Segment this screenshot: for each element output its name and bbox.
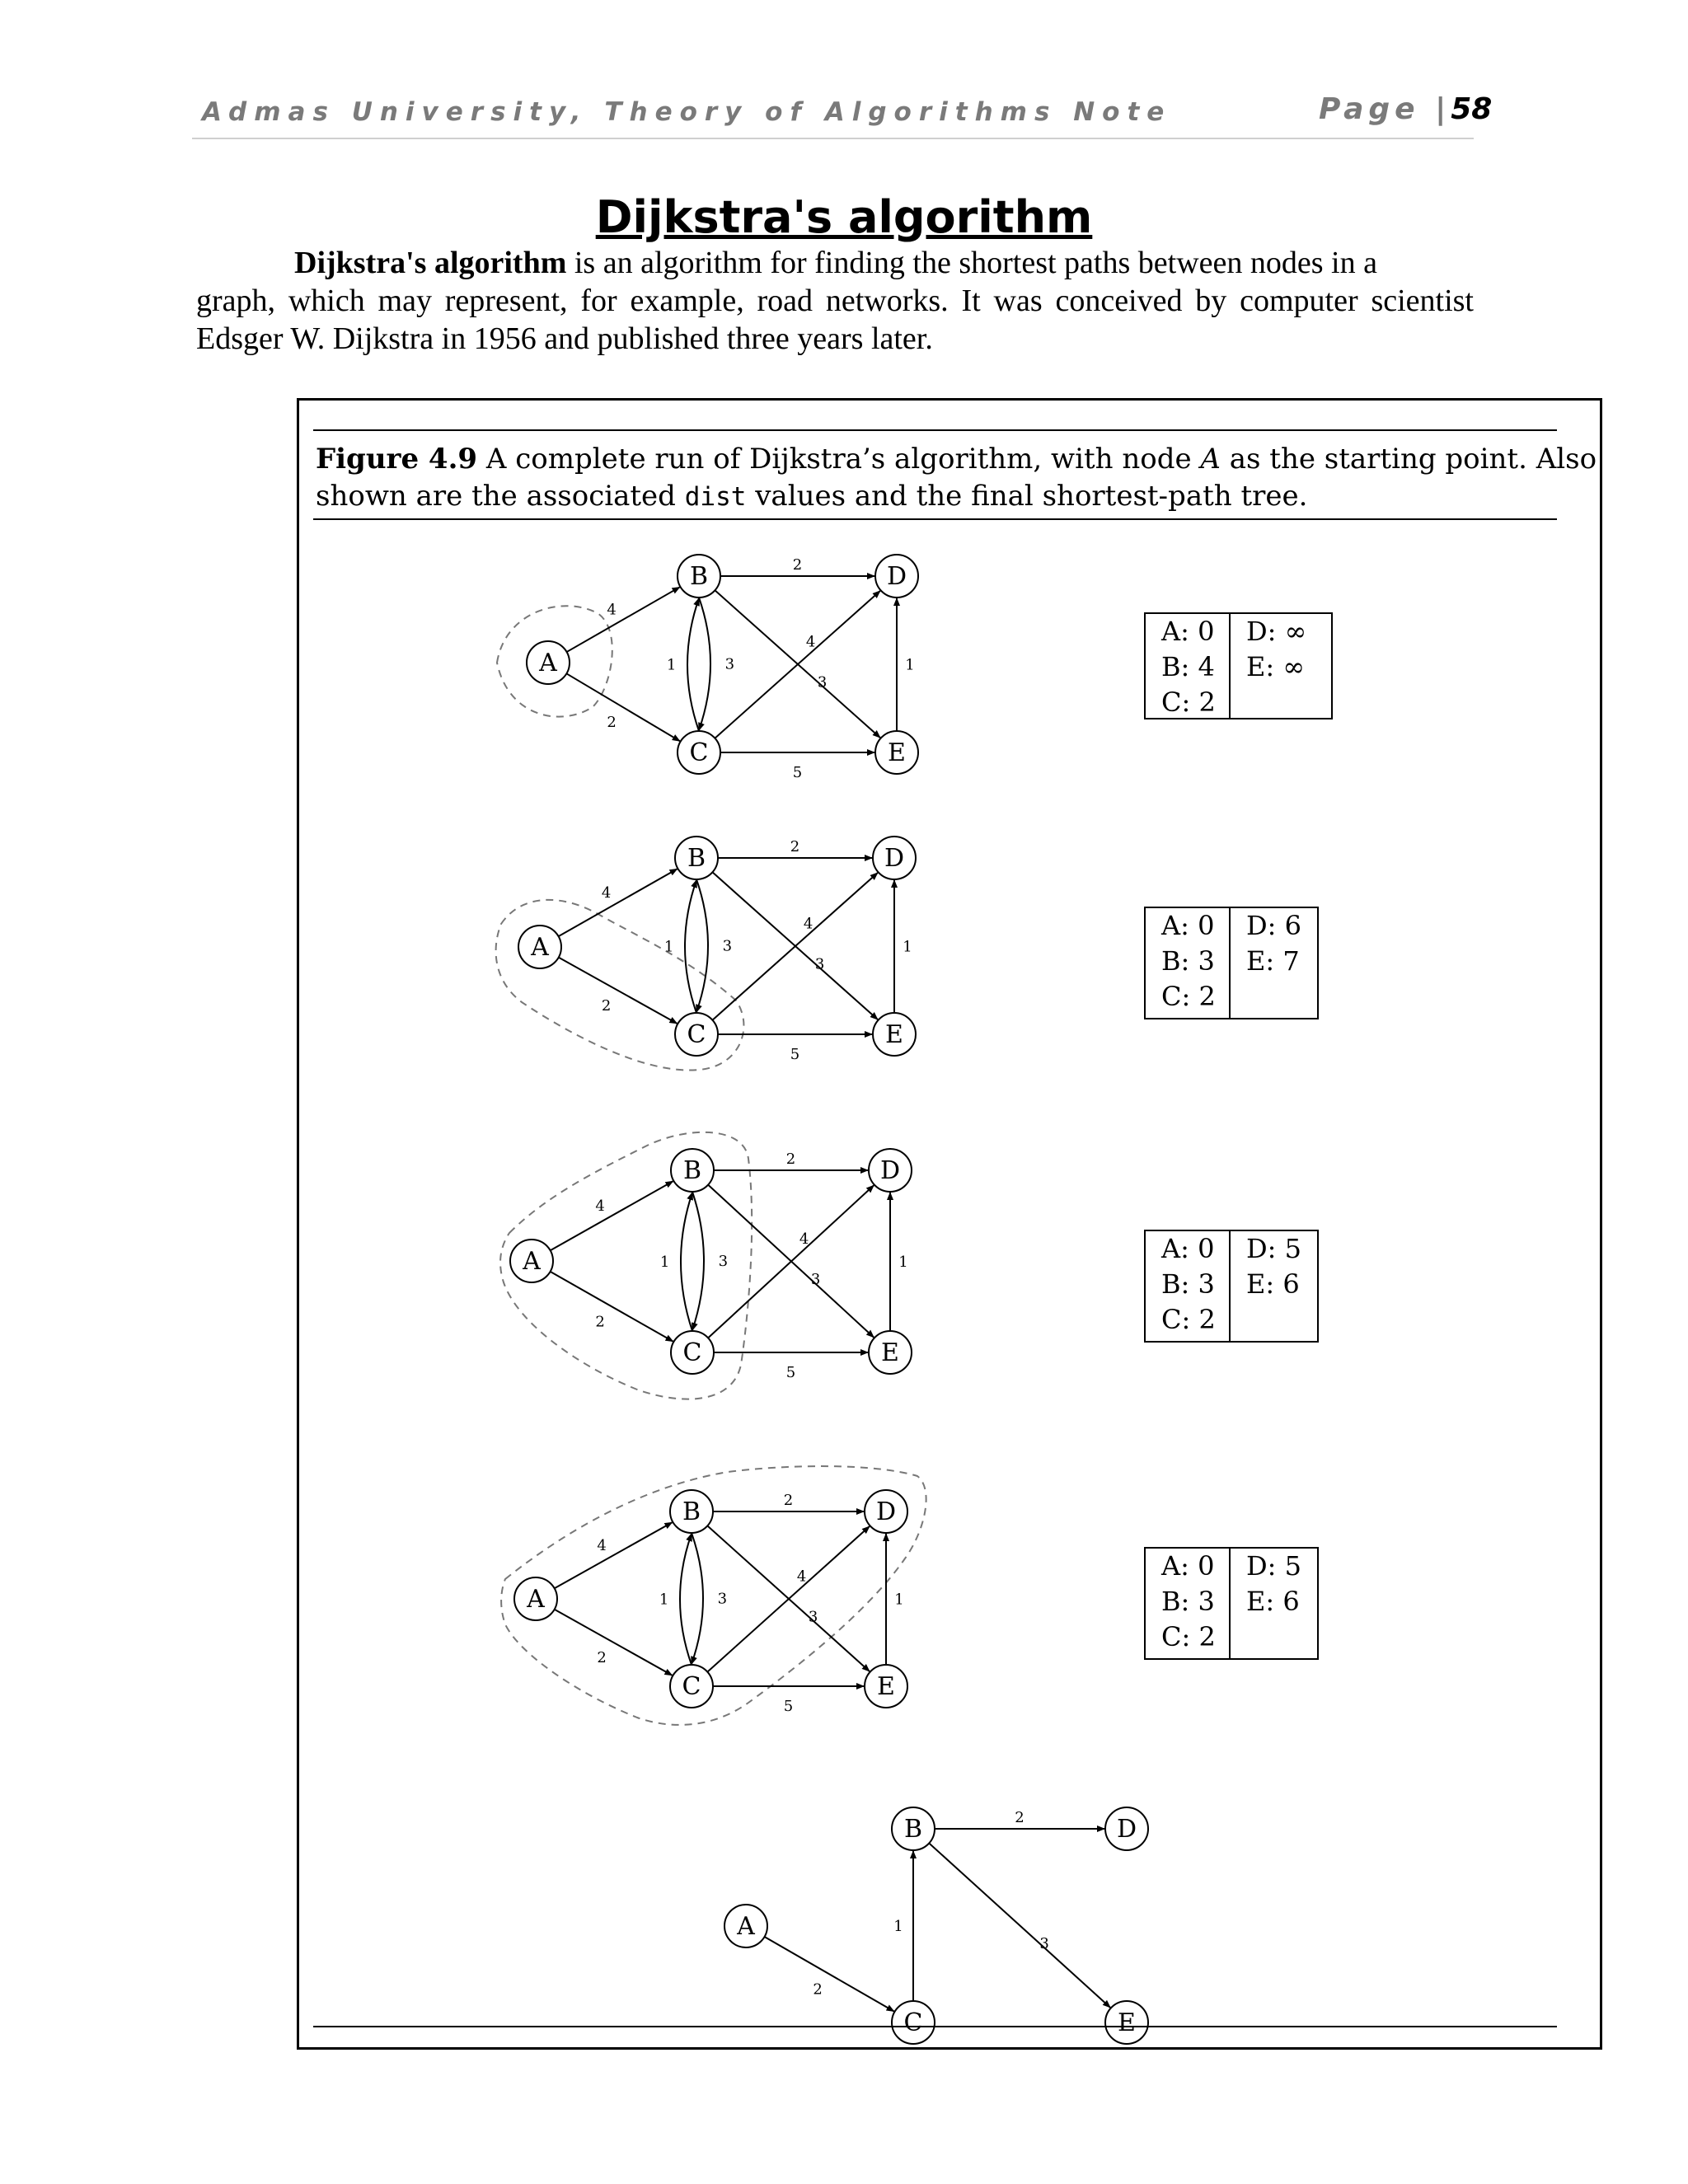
page-number: 58 xyxy=(1451,92,1493,126)
node-label-e: E xyxy=(881,1338,899,1367)
edge-weight-C-E: 5 xyxy=(792,764,803,781)
edge-weight-B-E: 3 xyxy=(810,1271,821,1289)
edge-A-C xyxy=(551,1272,673,1342)
dist-a: A: 0 xyxy=(1161,1550,1215,1582)
node-label-c: C xyxy=(682,1672,701,1701)
edge-weight-C-D: 4 xyxy=(805,633,816,651)
edge-weight-C-E: 5 xyxy=(790,1046,800,1063)
edge-B-C xyxy=(699,598,710,730)
intro-paragraph xyxy=(196,244,1474,358)
node-label-a: A xyxy=(527,1585,545,1614)
graph-step-3 xyxy=(510,1149,912,1381)
edge-weight-A-C: 2 xyxy=(813,1980,823,1999)
header-rule xyxy=(192,138,1474,139)
node-label-c: C xyxy=(689,738,709,767)
dist-c: C: 2 xyxy=(1161,981,1216,1012)
figure-caption-line-2 xyxy=(316,480,1307,513)
edge-weight-A-C: 2 xyxy=(607,714,617,732)
node-label-d: D xyxy=(886,562,907,591)
node-label-d: D xyxy=(1116,1815,1137,1844)
edge-weight-E-D: 1 xyxy=(905,656,915,674)
edge-weight-A-B: 4 xyxy=(597,1537,607,1555)
node-label-d: D xyxy=(884,844,905,873)
edge-weight-B-C: 3 xyxy=(724,655,735,673)
edge-A-C xyxy=(555,1610,673,1675)
node-label-e: E xyxy=(1118,2008,1136,2037)
node-label-c: C xyxy=(682,1338,702,1367)
node-label-a: A xyxy=(523,1247,541,1276)
intro-bold-term: Dijkstra's algorithm xyxy=(294,246,567,280)
edge-weight-C-B: 1 xyxy=(659,1591,669,1609)
intro-continuation: graph, which may represent, for example, road networks. It was conceived by computer scientist Edsger W. Dijkstra in 1956 and published three years later. xyxy=(196,284,1474,356)
caption-line2-b: values and the final shortest-path tree. xyxy=(746,480,1308,513)
node-label-a: A xyxy=(737,1912,755,1941)
page-label: Page | xyxy=(1319,92,1451,126)
shortest-path-tree xyxy=(724,1807,1148,2044)
node-label-e: E xyxy=(877,1672,895,1701)
graph-step-1 xyxy=(527,555,918,781)
figure-label: Figure 4.9 xyxy=(316,443,478,476)
edge-weight-E-D: 1 xyxy=(894,1591,904,1609)
caption-text-b: as the starting point. Also xyxy=(1220,443,1597,476)
caption-start-node: A xyxy=(1200,443,1221,476)
edge-weight-C-B: 1 xyxy=(893,1918,903,1935)
edge-weight-B-D: 2 xyxy=(1015,1809,1025,1826)
dist-table-step-3 xyxy=(1145,1230,1318,1342)
edge-weight-C-D: 4 xyxy=(796,1568,807,1586)
edge-weight-C-B: 1 xyxy=(663,938,674,956)
edge-weight-C-E: 5 xyxy=(783,1698,794,1715)
dist-table-step-2 xyxy=(1145,907,1318,1019)
node-label-e: E xyxy=(888,738,906,767)
node-label-b: B xyxy=(682,1497,701,1526)
dist-e: E: 6 xyxy=(1246,1586,1300,1617)
edge-B-C xyxy=(696,879,708,1012)
edge-weight-A-C: 2 xyxy=(595,1313,605,1331)
edge-weight-B-E: 3 xyxy=(1039,1935,1049,1953)
node-label-b: B xyxy=(689,562,709,591)
edge-weight-E-D: 1 xyxy=(898,1254,908,1271)
edge-C-B xyxy=(687,598,699,731)
page-title: Dijkstra's algorithm xyxy=(595,191,1093,243)
edge-weight-A-B: 4 xyxy=(601,884,612,902)
edge-weight-B-C: 3 xyxy=(718,1253,729,1270)
dist-c: C: 2 xyxy=(1161,687,1216,718)
dist-b: B: 3 xyxy=(1161,945,1215,977)
edge-weight-B-D: 2 xyxy=(785,1151,796,1168)
dist-a: A: 0 xyxy=(1161,616,1215,647)
dist-a: A: 0 xyxy=(1161,910,1215,941)
graph-step-4 xyxy=(514,1490,907,1715)
edge-A-C xyxy=(559,958,678,1024)
caption-text-a: A complete run of Dijkstra’s algorithm, with node xyxy=(477,443,1201,476)
node-label-d: D xyxy=(875,1497,897,1526)
dijkstra-figure xyxy=(299,401,1600,2047)
edge-A-C xyxy=(765,1937,894,2012)
edge-weight-B-D: 2 xyxy=(790,838,800,855)
figure-box xyxy=(297,398,1602,2050)
edge-C-B xyxy=(680,1534,692,1665)
edge-A-B xyxy=(551,1181,673,1250)
edge-weight-B-E: 3 xyxy=(817,673,828,691)
node-label-a: A xyxy=(531,933,549,962)
graph-panels xyxy=(496,555,1332,2044)
edge-weight-C-E: 5 xyxy=(785,1364,796,1381)
edge-weight-C-B: 1 xyxy=(659,1254,670,1271)
node-label-e: E xyxy=(885,1020,903,1049)
edge-weight-B-D: 2 xyxy=(783,1492,794,1509)
page-number-label xyxy=(1319,92,1492,126)
edge-weight-B-D: 2 xyxy=(792,556,803,574)
node-label-c: C xyxy=(903,2008,923,2037)
edge-B-C xyxy=(692,1533,703,1664)
node-label-c: C xyxy=(687,1020,706,1049)
edge-weight-C-D: 4 xyxy=(799,1230,809,1248)
caption-line2-a: shown are the associated xyxy=(316,480,685,513)
dist-b: B: 4 xyxy=(1161,651,1215,682)
edge-weight-E-D: 1 xyxy=(903,938,912,956)
dist-b: B: 3 xyxy=(1161,1586,1215,1617)
edge-weight-A-B: 4 xyxy=(607,601,617,619)
edge-weight-A-B: 4 xyxy=(595,1197,605,1216)
node-label-b: B xyxy=(682,1156,702,1185)
dist-e: E: ∞ xyxy=(1246,651,1305,682)
edge-weight-C-D: 4 xyxy=(803,915,814,933)
edge-weight-B-C: 3 xyxy=(717,1590,728,1608)
edge-weight-C-B: 1 xyxy=(666,656,677,674)
dist-d: D: 5 xyxy=(1246,1233,1301,1264)
node-label-b: B xyxy=(687,844,706,873)
dist-c: C: 2 xyxy=(1161,1304,1216,1335)
dist-b: B: 3 xyxy=(1161,1268,1215,1300)
edge-A-B xyxy=(559,869,678,936)
intro-first-line-rest: is an algorithm for finding the shortest paths between nodes in a xyxy=(566,246,1377,280)
node-label-b: B xyxy=(903,1815,923,1844)
running-header: Admas University, Theory of Algorithms Note xyxy=(202,97,1172,127)
dist-d: D: ∞ xyxy=(1246,616,1307,647)
node-label-a: A xyxy=(539,649,557,677)
dist-a: A: 0 xyxy=(1161,1233,1215,1264)
intro-first-line xyxy=(196,244,1474,282)
dist-e: E: 6 xyxy=(1246,1268,1300,1300)
edge-C-B xyxy=(681,1193,692,1331)
graph-step-2 xyxy=(518,837,916,1063)
dist-e: E: 7 xyxy=(1246,945,1300,977)
edge-A-C xyxy=(566,673,679,741)
dist-d: D: 5 xyxy=(1246,1550,1301,1582)
edge-B-C xyxy=(692,1192,704,1330)
edge-A-B xyxy=(567,587,680,652)
dist-table-step-4 xyxy=(1145,1548,1318,1659)
edge-weight-A-C: 2 xyxy=(597,1648,607,1666)
dist-d: D: 6 xyxy=(1246,910,1301,941)
edge-weight-A-C: 2 xyxy=(601,996,612,1015)
dist-table-step-1 xyxy=(1145,613,1332,719)
figure-caption-line-1 xyxy=(316,443,1597,476)
edge-B-E xyxy=(929,1843,1110,2007)
node-label-d: D xyxy=(879,1156,901,1185)
caption-code-dist: dist xyxy=(684,482,747,512)
edge-C-B xyxy=(685,880,696,1013)
edge-weight-B-E: 3 xyxy=(808,1608,818,1626)
edge-weight-B-E: 3 xyxy=(814,955,825,973)
edge-weight-B-C: 3 xyxy=(722,937,733,955)
dist-c: C: 2 xyxy=(1161,1621,1216,1652)
